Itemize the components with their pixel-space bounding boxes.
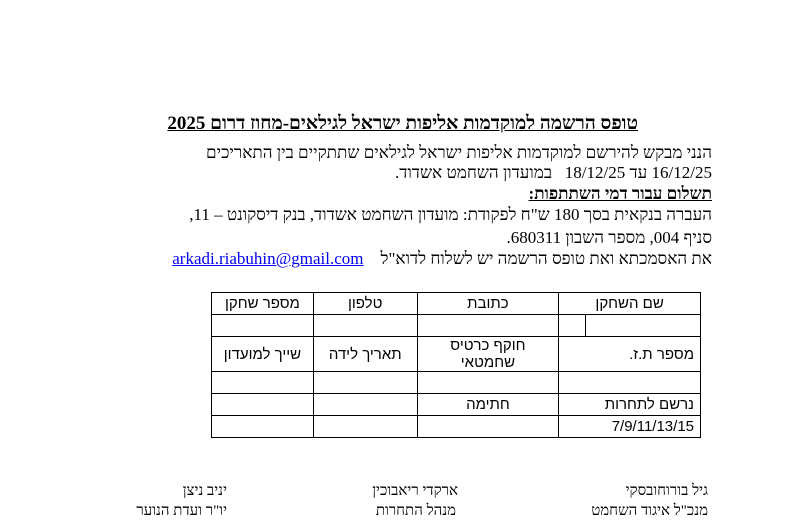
send-line	[172, 249, 712, 269]
dates-line	[395, 163, 712, 183]
send-text: את האסמכתא ואת טופס הרשמה יש לשלוח לדוא"ל	[380, 249, 712, 268]
header-id-number: מספר ת.ז.	[559, 337, 701, 372]
header-club: שייך למועדון	[212, 337, 314, 372]
signature-name-youth: יניב ניצן	[182, 483, 227, 499]
header-registered-competition: נרשם לתחרות	[559, 394, 701, 416]
email-link[interactable]: arkadi.riabuhin@gmail.com	[172, 249, 364, 268]
table-row	[212, 416, 701, 438]
table-row	[212, 293, 701, 315]
signature-name-director: ארקדי ריאבוכין	[372, 483, 458, 499]
form-title: טופס הרשמה למוקדמות אליפות ישראל לגילאים-מחוז דרום 2025	[167, 113, 638, 134]
signature-role-youth: יו"ר ועדת הנוער	[136, 503, 227, 519]
input-cell[interactable]	[212, 416, 314, 438]
input-cell[interactable]	[417, 315, 559, 337]
end-date: 18/12/25	[564, 163, 626, 182]
payment-heading: תשלום עבור דמי השתתפות:	[528, 184, 712, 203]
signature-role-ceo: מנכ"ל איגוד השחמט	[591, 503, 708, 519]
input-cell[interactable]	[313, 372, 417, 394]
header-player-name: שם השחקן	[559, 293, 701, 315]
table-row	[212, 315, 701, 337]
input-cell[interactable]	[586, 315, 701, 337]
competition-ages: 7/9/11/13/15	[559, 416, 701, 438]
venue-text: במועדון השחמט אשדוד.	[395, 163, 553, 182]
until-word: עד	[629, 163, 648, 182]
input-cell[interactable]	[417, 416, 559, 438]
input-cell[interactable]	[559, 372, 701, 394]
input-cell[interactable]	[212, 394, 314, 416]
table-row	[212, 372, 701, 394]
input-cell[interactable]	[212, 315, 314, 337]
input-cell[interactable]	[313, 416, 417, 438]
header-signature: חתימה	[417, 394, 559, 416]
input-cell[interactable]	[417, 372, 559, 394]
input-cell[interactable]	[313, 394, 417, 416]
payment-line-1: העברה בנקאית בסך 180 ש"ח לפקודת: מועדון השחמט אשדוד, בנק דיסקונט – 11,	[189, 205, 712, 224]
header-address: כתובת	[417, 293, 559, 315]
signature-role-director: מנהל התחרות	[375, 503, 456, 519]
header-chess-card: חוקף כרטיס שחמטאי	[417, 337, 559, 372]
payment-line-2: סניף 004, מספר השבון 680311.	[506, 228, 712, 247]
header-phone: טלפון	[313, 293, 417, 315]
header-birth-date: תאריך לידה	[313, 337, 417, 372]
intro-line: הנני מבקש להירשם למוקדמות אליפות ישראל לגילאים שתתקיים בין התאריכים	[206, 143, 712, 162]
registration-table	[211, 292, 701, 438]
header-player-number: מספר שחקן	[212, 293, 314, 315]
table-row	[212, 394, 701, 416]
input-cell[interactable]	[559, 315, 586, 337]
input-cell[interactable]	[313, 315, 417, 337]
start-date: 16/12/25	[651, 163, 712, 182]
table-row	[212, 337, 701, 372]
input-cell[interactable]	[212, 372, 314, 394]
signature-name-ceo: גיל בורוחובסקי	[625, 483, 708, 499]
